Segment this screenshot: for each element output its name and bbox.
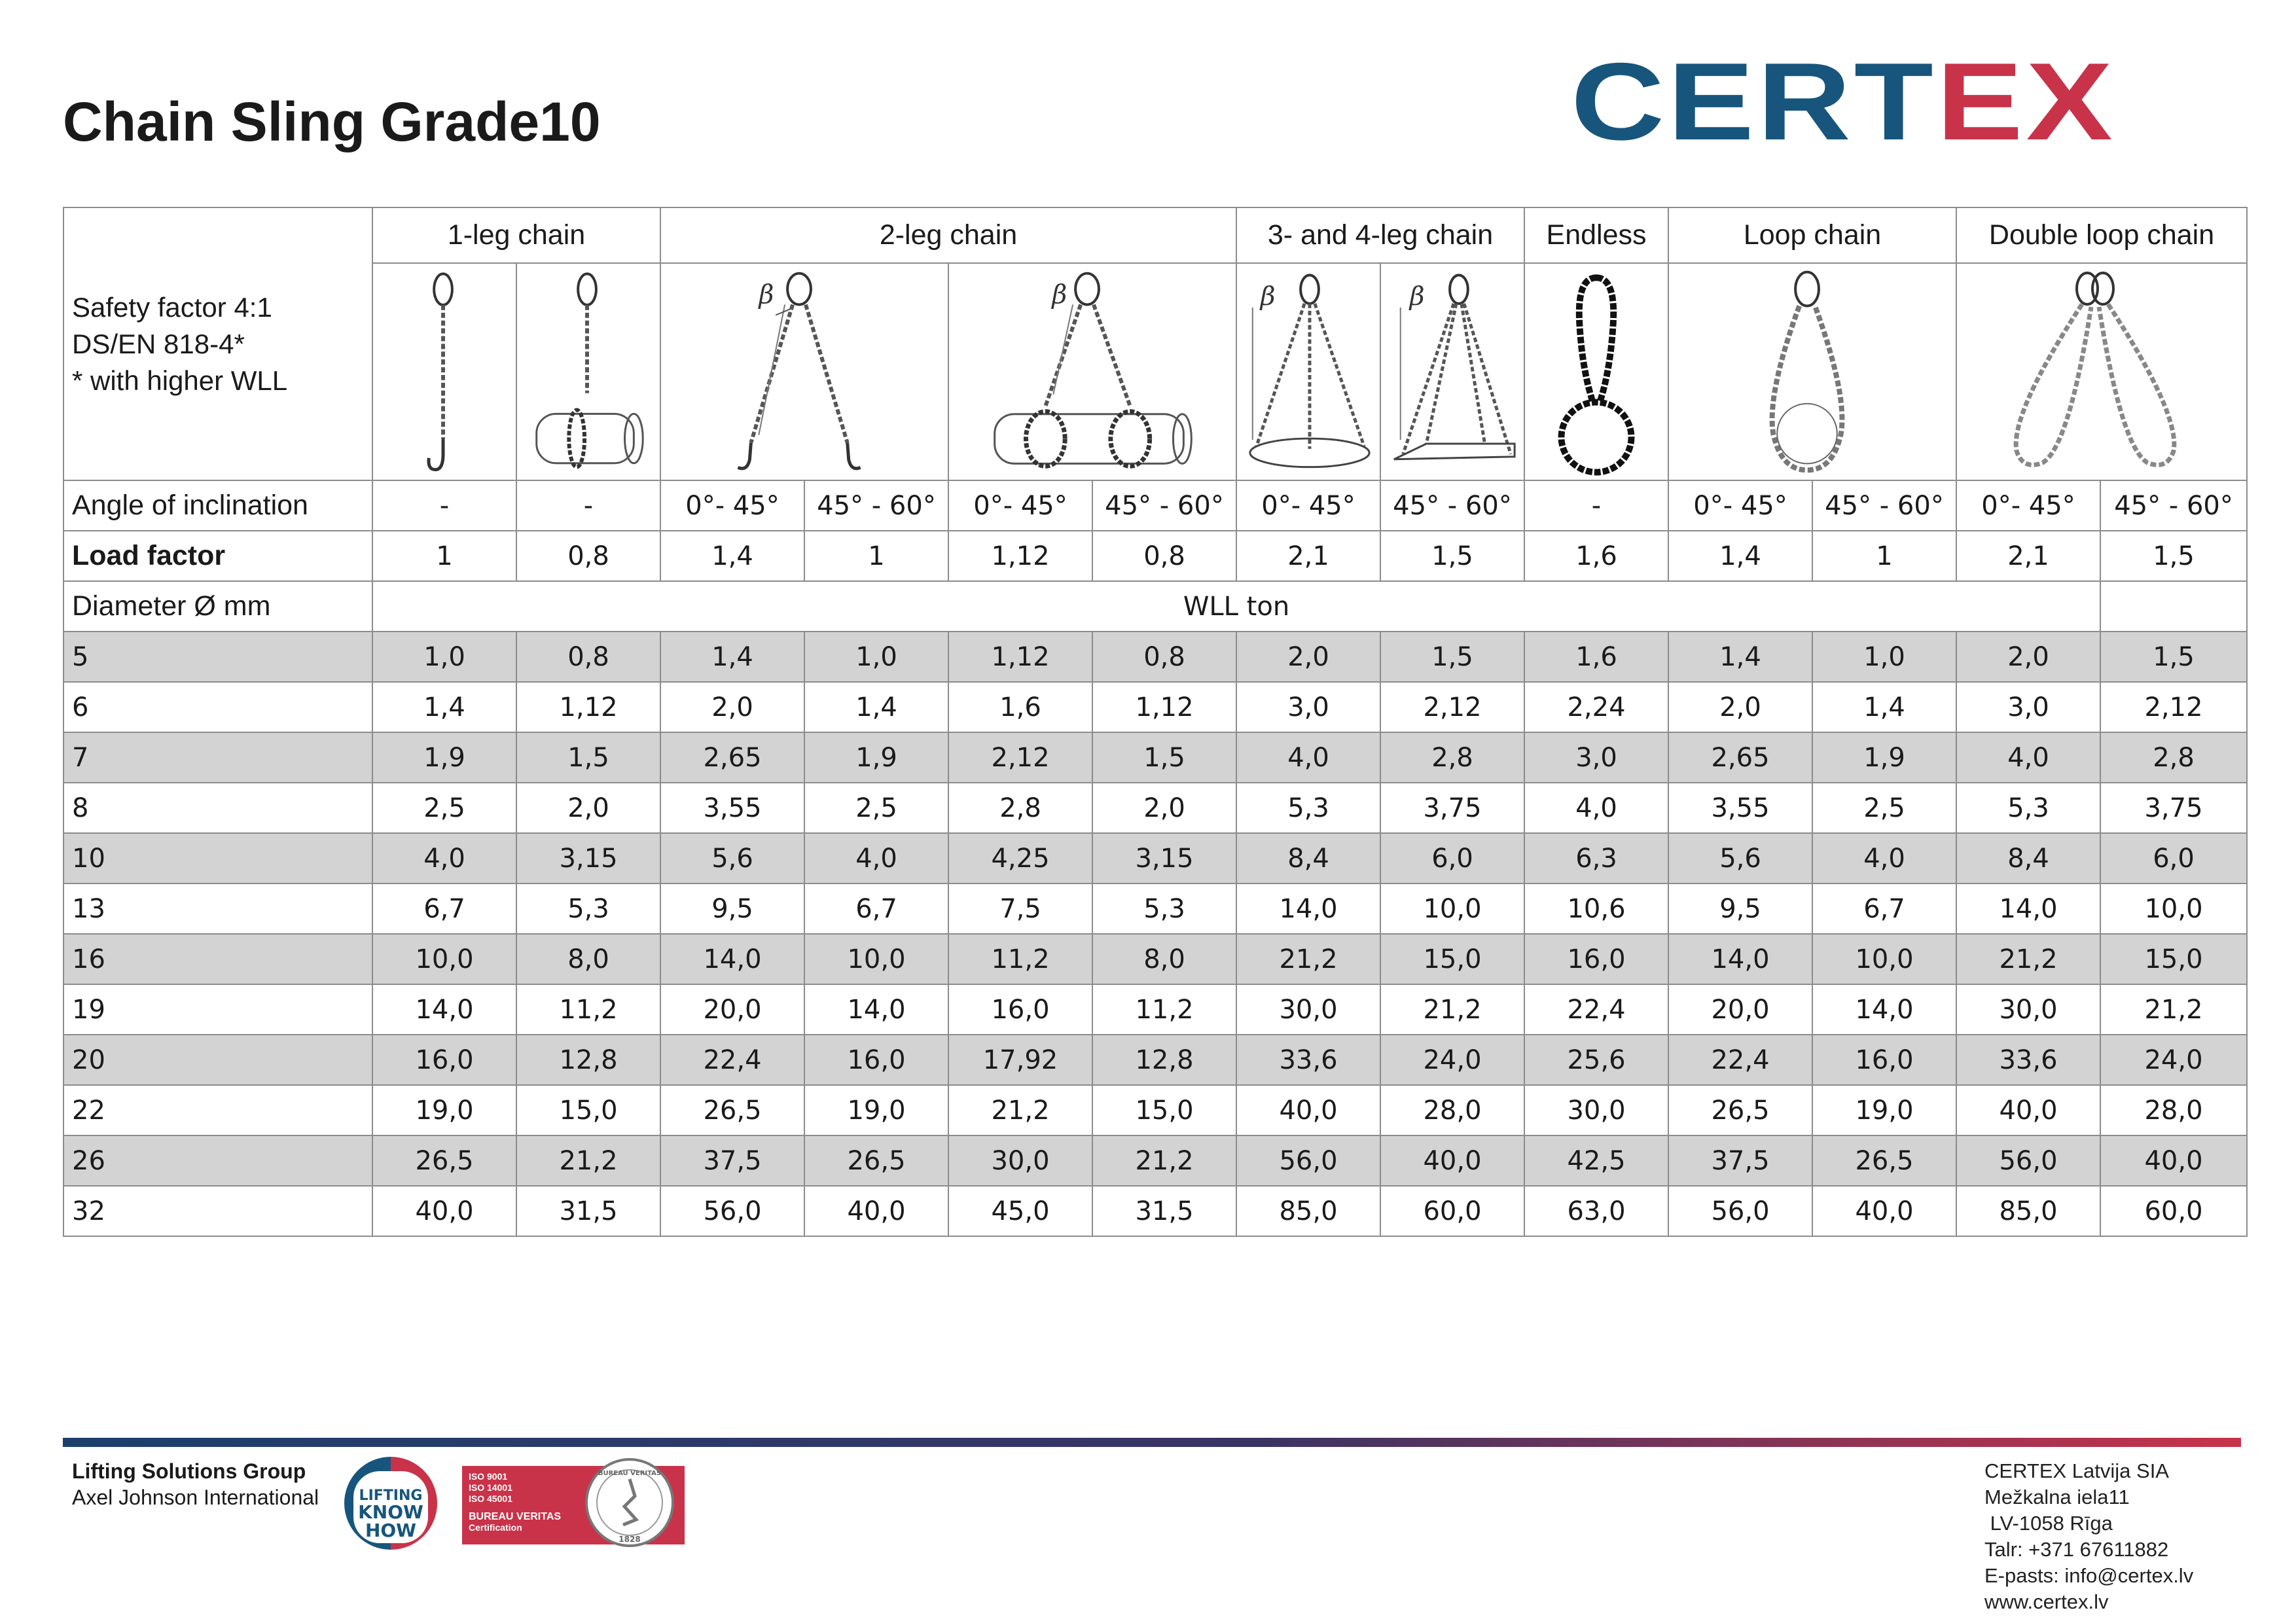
load-factor-cell: 2,1 xyxy=(1236,531,1380,581)
diameter-cell: 32 xyxy=(63,1186,372,1236)
wll-cell: 37,5 xyxy=(1668,1135,1812,1186)
company-address xyxy=(1984,1458,2193,1615)
table-row xyxy=(63,1186,2247,1236)
group-2-leg: 2-leg chain xyxy=(660,207,1236,263)
wll-cell: 40,0 xyxy=(1956,1085,2100,1135)
wll-cell: 2,65 xyxy=(660,732,804,783)
beta-angle-label: β xyxy=(1260,281,1276,312)
angle-label: Angle of inclination xyxy=(63,480,372,531)
diameter-label: Diameter Ø mm xyxy=(63,581,372,632)
higher-wll-note: * with higher WLL xyxy=(72,365,288,396)
three-leg-round-icon xyxy=(1237,264,1380,480)
wll-cell: 4,0 xyxy=(1812,833,1956,883)
wll-cell: 28,0 xyxy=(1380,1085,1524,1135)
wll-cell: 24,0 xyxy=(2100,1035,2247,1085)
address-phone: Talr: +371 67611882 xyxy=(1984,1538,2169,1561)
wll-cell: 85,0 xyxy=(1956,1186,2100,1236)
endless-chain-icon xyxy=(1525,264,1668,480)
wll-label: WLL ton xyxy=(372,581,2100,632)
load-factor-cell: 0,8 xyxy=(516,531,660,581)
angle-row xyxy=(63,480,2247,531)
group-double-loop: Double loop chain xyxy=(1956,207,2247,263)
wll-cell: 30,0 xyxy=(1524,1085,1668,1135)
wll-cell: 1,12 xyxy=(948,632,1092,682)
table-row xyxy=(63,1035,2247,1085)
wll-cell: 31,5 xyxy=(1092,1186,1236,1236)
angle-cell: - xyxy=(516,480,660,531)
wll-cell: 19,0 xyxy=(1812,1085,1956,1135)
wll-cell: 8,0 xyxy=(516,934,660,984)
wll-cell: 2,12 xyxy=(948,732,1092,783)
wll-cell: 10,0 xyxy=(1812,934,1956,984)
wll-cell: 16,0 xyxy=(948,984,1092,1035)
wll-cell: 1,5 xyxy=(1092,732,1236,783)
wll-cell: 60,0 xyxy=(1380,1186,1524,1236)
wll-cell: 1,12 xyxy=(1092,682,1236,732)
wll-cell: 2,0 xyxy=(1236,632,1380,682)
load-factor-cell: 1,4 xyxy=(1668,531,1812,581)
table-row xyxy=(63,783,2247,833)
wll-cell: 17,92 xyxy=(948,1035,1092,1085)
wll-cell: 30,0 xyxy=(1236,984,1380,1035)
wll-cell: 21,2 xyxy=(1092,1135,1236,1186)
wll-cell: 26,5 xyxy=(1668,1085,1812,1135)
address-website: www.certex.lv xyxy=(1984,1590,2109,1613)
wll-cell: 1,4 xyxy=(372,682,516,732)
lkh-line-3: HOW xyxy=(365,1520,417,1541)
wll-cell: 15,0 xyxy=(516,1085,660,1135)
table-row xyxy=(63,732,2247,783)
logo-part-red: EX xyxy=(1936,40,2116,163)
wll-cell: 1,5 xyxy=(516,732,660,783)
iso-9001: ISO 9001 xyxy=(469,1471,508,1482)
diameter-cell: 13 xyxy=(63,883,372,934)
four-leg-platform-icon xyxy=(1381,264,1524,480)
load-factor-cell: 2,1 xyxy=(1956,531,2100,581)
wll-cell: 5,3 xyxy=(1956,783,2100,833)
table-row xyxy=(63,883,2247,934)
wll-cell: 20,0 xyxy=(660,984,804,1035)
angle-cell: 45° - 60° xyxy=(2100,480,2247,531)
wll-cell: 2,0 xyxy=(1956,632,2100,682)
illus-loop xyxy=(1668,263,1956,480)
wll-cell: 8,4 xyxy=(1236,833,1380,883)
angle-cell: 45° - 60° xyxy=(1092,480,1236,531)
wll-cell: 1,4 xyxy=(660,632,804,682)
wll-cell: 85,0 xyxy=(1236,1186,1380,1236)
safety-factor-line: Safety factor 4:1 xyxy=(72,291,272,323)
wll-cell: 1,4 xyxy=(1668,632,1812,682)
wll-cell: 14,0 xyxy=(372,984,516,1035)
standard-line: DS/EN 818-4* xyxy=(72,328,245,359)
load-factor-cell: 0,8 xyxy=(1092,531,1236,581)
wll-cell: 12,8 xyxy=(516,1035,660,1085)
wll-cell: 56,0 xyxy=(1236,1135,1380,1186)
address-company: CERTEX Latvija SIA xyxy=(1984,1459,2169,1482)
wll-cell: 22,4 xyxy=(1524,984,1668,1035)
wll-cell: 37,5 xyxy=(660,1135,804,1186)
wll-cell: 22,4 xyxy=(660,1035,804,1085)
wll-cell: 15,0 xyxy=(2100,934,2247,984)
wll-cell: 25,6 xyxy=(1524,1035,1668,1085)
wll-cell: 14,0 xyxy=(1668,934,1812,984)
diameter-cell: 6 xyxy=(63,682,372,732)
angle-cell: 0°- 45° xyxy=(948,480,1092,531)
wll-cell: 2,5 xyxy=(1812,783,1956,833)
load-factor-cell: 1,5 xyxy=(1380,531,1524,581)
lkh-line-1: LIFTING xyxy=(359,1488,423,1504)
wll-cell: 4,0 xyxy=(372,833,516,883)
wll-cell: 42,5 xyxy=(1524,1135,1668,1186)
table-row xyxy=(63,682,2247,732)
beta-angle-label: β xyxy=(1409,281,1425,312)
wll-cell: 1,4 xyxy=(804,682,948,732)
chain-sling-table xyxy=(63,207,2248,1237)
wll-cell: 6,0 xyxy=(1380,833,1524,883)
logo-part-blue: CERT xyxy=(1571,40,1937,163)
bureau-veritas-text: BUREAU VERITAS xyxy=(469,1511,562,1522)
iso-certification-badge xyxy=(462,1466,685,1544)
diameter-cell: 19 xyxy=(63,984,372,1035)
wll-cell: 2,8 xyxy=(948,783,1092,833)
wll-cell: 56,0 xyxy=(660,1186,804,1236)
angle-cell: 45° - 60° xyxy=(804,480,948,531)
wll-cell: 3,0 xyxy=(1236,682,1380,732)
wll-cell: 5,3 xyxy=(516,883,660,934)
wll-cell: 1,6 xyxy=(1524,632,1668,682)
wll-cell: 4,0 xyxy=(1236,732,1380,783)
illus-1-leg-hook xyxy=(372,263,516,480)
wll-cell: 8,4 xyxy=(1956,833,2100,883)
wll-cell: 2,0 xyxy=(660,682,804,732)
group-loop: Loop chain xyxy=(1668,207,1956,263)
wll-cell: 19,0 xyxy=(372,1085,516,1135)
wll-cell: 1,9 xyxy=(1812,732,1956,783)
address-street: Mežkalna iela11 xyxy=(1984,1486,2130,1508)
angle-cell: 0°- 45° xyxy=(660,480,804,531)
wll-cell: 20,0 xyxy=(1668,984,1812,1035)
double-loop-chain-icon xyxy=(1957,264,2246,480)
wll-cell: 22,4 xyxy=(1668,1035,1812,1085)
wll-cell: 3,0 xyxy=(1524,732,1668,783)
wll-cell: 11,2 xyxy=(516,984,660,1035)
illus-4-leg xyxy=(1380,263,1524,480)
wll-cell: 0,8 xyxy=(516,632,660,682)
single-leg-hook-icon xyxy=(373,264,516,480)
load-factor-row xyxy=(63,531,2247,581)
address-email: E-pasts: info@certex.lv xyxy=(1984,1564,2194,1587)
wll-cell: 14,0 xyxy=(1812,984,1956,1035)
wll-cell: 9,5 xyxy=(660,883,804,934)
wll-cell: 4,25 xyxy=(948,833,1092,883)
wll-cell: 2,0 xyxy=(516,783,660,833)
wll-cell: 45,0 xyxy=(948,1186,1092,1236)
wll-cell: 3,55 xyxy=(660,783,804,833)
table-row xyxy=(63,833,2247,883)
wll-cell: 3,15 xyxy=(516,833,660,883)
wll-cell: 10,6 xyxy=(1524,883,1668,934)
wll-cell: 33,6 xyxy=(1236,1035,1380,1085)
wll-cell: 31,5 xyxy=(516,1186,660,1236)
wll-cell: 40,0 xyxy=(2100,1135,2247,1186)
illus-endless xyxy=(1524,263,1668,480)
diameter-cell: 10 xyxy=(63,833,372,883)
wll-cell: 8,0 xyxy=(1092,934,1236,984)
wll-cell: 3,15 xyxy=(1092,833,1236,883)
wll-cell: 1,5 xyxy=(1380,632,1524,682)
wll-cell: 1,0 xyxy=(1812,632,1956,682)
wll-cell: 2,0 xyxy=(1668,682,1812,732)
angle-cell: - xyxy=(372,480,516,531)
wll-cell: 10,0 xyxy=(804,934,948,984)
loop-chain-icon xyxy=(1669,264,1956,480)
wll-cell: 26,5 xyxy=(1812,1135,1956,1186)
wll-cell: 63,0 xyxy=(1524,1186,1668,1236)
wll-cell: 40,0 xyxy=(1236,1085,1380,1135)
wll-cell: 4,0 xyxy=(1524,783,1668,833)
diameter-cell: 8 xyxy=(63,783,372,833)
diameter-cell: 16 xyxy=(63,934,372,984)
wll-cell: 1,9 xyxy=(804,732,948,783)
single-leg-choke-icon xyxy=(517,264,660,480)
wll-cell: 3,75 xyxy=(1380,783,1524,833)
angle-cell: 45° - 60° xyxy=(1380,480,1524,531)
wll-cell: 3,55 xyxy=(1668,783,1812,833)
two-leg-basket-icon xyxy=(949,264,1236,480)
wll-cell: 21,2 xyxy=(516,1135,660,1186)
wll-cell: 11,2 xyxy=(1092,984,1236,1035)
angle-cell: - xyxy=(1524,480,1668,531)
illus-1-leg-choke xyxy=(516,263,660,480)
wll-cell: 10,0 xyxy=(2100,883,2247,934)
wll-cell: 9,5 xyxy=(1668,883,1812,934)
wll-cell: 15,0 xyxy=(1380,934,1524,984)
wll-cell: 14,0 xyxy=(1956,883,2100,934)
wll-cell: 16,0 xyxy=(372,1035,516,1085)
load-factor-cell: 1,4 xyxy=(660,531,804,581)
wll-cell: 15,0 xyxy=(1092,1085,1236,1135)
wll-cell: 4,0 xyxy=(1956,732,2100,783)
wll-cell: 2,12 xyxy=(2100,682,2247,732)
seal-year: 1828 xyxy=(619,1535,641,1544)
group-parent: Axel Johnson International xyxy=(72,1486,319,1509)
lkh-line-2: KNOW xyxy=(358,1501,423,1523)
wll-cell: 56,0 xyxy=(1956,1135,2100,1186)
beta-angle-label: β xyxy=(1052,279,1067,310)
wll-cell: 12,8 xyxy=(1092,1035,1236,1085)
empty-cell xyxy=(2100,581,2247,632)
wll-cell: 2,8 xyxy=(2100,732,2247,783)
two-leg-hook-icon xyxy=(661,264,948,480)
iso-14001: ISO 14001 xyxy=(469,1482,512,1493)
wll-cell: 21,2 xyxy=(1380,984,1524,1035)
diameter-cell: 7 xyxy=(63,732,372,783)
wll-cell: 0,8 xyxy=(1092,632,1236,682)
wll-cell: 1,0 xyxy=(372,632,516,682)
diameter-cell: 5 xyxy=(63,632,372,682)
wll-cell: 40,0 xyxy=(1380,1135,1524,1186)
wll-cell: 1,12 xyxy=(516,682,660,732)
wll-cell: 2,0 xyxy=(1092,783,1236,833)
wll-cell: 2,5 xyxy=(372,783,516,833)
wll-cell: 5,3 xyxy=(1236,783,1380,833)
wll-cell: 11,2 xyxy=(948,934,1092,984)
page-title: Chain Sling Grade10 xyxy=(63,91,601,152)
wll-cell: 2,65 xyxy=(1668,732,1812,783)
wll-cell: 24,0 xyxy=(1380,1035,1524,1085)
wll-cell: 2,8 xyxy=(1380,732,1524,783)
load-factor-label: Load factor xyxy=(63,531,372,581)
wll-cell: 5,6 xyxy=(1668,833,1812,883)
wll-cell: 2,24 xyxy=(1524,682,1668,732)
wll-cell: 7,5 xyxy=(948,883,1092,934)
wll-cell: 56,0 xyxy=(1668,1186,1812,1236)
wll-cell: 3,75 xyxy=(2100,783,2247,833)
diameter-cell: 26 xyxy=(63,1135,372,1186)
bureau-veritas-seal-icon xyxy=(584,1457,675,1548)
wll-cell: 1,5 xyxy=(2100,632,2247,682)
wll-cell: 30,0 xyxy=(1956,984,2100,1035)
table-row xyxy=(63,934,2247,984)
wll-cell: 1,6 xyxy=(948,682,1092,732)
wll-cell: 1,9 xyxy=(372,732,516,783)
wll-cell: 14,0 xyxy=(804,984,948,1035)
wll-cell: 4,0 xyxy=(804,833,948,883)
wll-cell: 16,0 xyxy=(804,1035,948,1085)
wll-cell: 6,0 xyxy=(2100,833,2247,883)
wll-cell: 10,0 xyxy=(372,934,516,984)
wll-cell: 60,0 xyxy=(2100,1186,2247,1236)
footer-divider xyxy=(63,1438,2241,1447)
seal-text: BUREAU VERITAS xyxy=(598,1470,662,1477)
group-3-4-leg: 3- and 4-leg chain xyxy=(1236,207,1524,263)
diameter-row xyxy=(63,581,2247,632)
beta-angle-label: β xyxy=(759,279,774,310)
load-factor-cell: 1 xyxy=(1812,531,1956,581)
address-city: LV-1058 Rīga xyxy=(1984,1512,2113,1535)
illus-2-leg-basket xyxy=(948,263,1236,480)
wll-cell: 26,5 xyxy=(660,1085,804,1135)
wll-cell: 2,5 xyxy=(804,783,948,833)
table-row xyxy=(63,984,2247,1035)
angle-cell: 0°- 45° xyxy=(1668,480,1812,531)
wll-cell: 14,0 xyxy=(660,934,804,984)
load-factor-cell: 1 xyxy=(804,531,948,581)
diameter-cell: 22 xyxy=(63,1085,372,1135)
table-row xyxy=(63,1085,2247,1135)
certification-text: Certification xyxy=(469,1522,522,1533)
wll-cell: 5,6 xyxy=(660,833,804,883)
load-factor-cell: 1 xyxy=(372,531,516,581)
illus-2-leg-hooks xyxy=(660,263,948,480)
wll-cell: 6,3 xyxy=(1524,833,1668,883)
wll-cell: 40,0 xyxy=(372,1186,516,1236)
wll-cell: 10,0 xyxy=(1380,883,1524,934)
wll-cell: 16,0 xyxy=(1812,1035,1956,1085)
table-row xyxy=(63,1135,2247,1186)
lifting-know-how-logo xyxy=(342,1454,440,1552)
safety-factor-note xyxy=(63,207,372,480)
wll-cell: 19,0 xyxy=(804,1085,948,1135)
angle-cell: 45° - 60° xyxy=(1812,480,1956,531)
group-name: Lifting Solutions Group xyxy=(72,1459,306,1483)
wll-cell: 30,0 xyxy=(948,1135,1092,1186)
wll-cell: 28,0 xyxy=(2100,1085,2247,1135)
wll-cell: 33,6 xyxy=(1956,1035,2100,1085)
load-factor-cell: 1,12 xyxy=(948,531,1092,581)
wll-cell: 40,0 xyxy=(1812,1186,1956,1236)
wll-cell: 26,5 xyxy=(804,1135,948,1186)
load-factor-cell: 1,5 xyxy=(2100,531,2247,581)
wll-cell: 21,2 xyxy=(1236,934,1380,984)
wll-cell: 26,5 xyxy=(372,1135,516,1186)
wll-cell: 21,2 xyxy=(1956,934,2100,984)
wll-cell: 2,12 xyxy=(1380,682,1524,732)
wll-cell: 21,2 xyxy=(2100,984,2247,1035)
wll-cell: 6,7 xyxy=(804,883,948,934)
iso-45001: ISO 45001 xyxy=(469,1493,512,1504)
wll-cell: 21,2 xyxy=(948,1085,1092,1135)
wll-cell: 6,7 xyxy=(1812,883,1956,934)
illus-3-leg xyxy=(1236,263,1380,480)
wll-cell: 1,4 xyxy=(1812,682,1956,732)
group-endless: Endless xyxy=(1524,207,1668,263)
wll-cell: 5,3 xyxy=(1092,883,1236,934)
angle-cell: 0°- 45° xyxy=(1236,480,1380,531)
table-row xyxy=(63,632,2247,682)
wll-cell: 6,7 xyxy=(372,883,516,934)
wll-cell: 16,0 xyxy=(1524,934,1668,984)
wll-cell: 1,0 xyxy=(804,632,948,682)
load-factor-cell: 1,6 xyxy=(1524,531,1668,581)
wll-data-rows xyxy=(63,632,2247,1236)
wll-cell: 40,0 xyxy=(804,1186,948,1236)
diameter-cell: 20 xyxy=(63,1035,372,1085)
illus-double-loop xyxy=(1956,263,2247,480)
wll-cell: 3,0 xyxy=(1956,682,2100,732)
angle-cell: 0°- 45° xyxy=(1956,480,2100,531)
group-1-leg: 1-leg chain xyxy=(372,207,660,263)
wll-cell: 14,0 xyxy=(1236,883,1380,934)
certex-logo xyxy=(1571,40,2251,163)
